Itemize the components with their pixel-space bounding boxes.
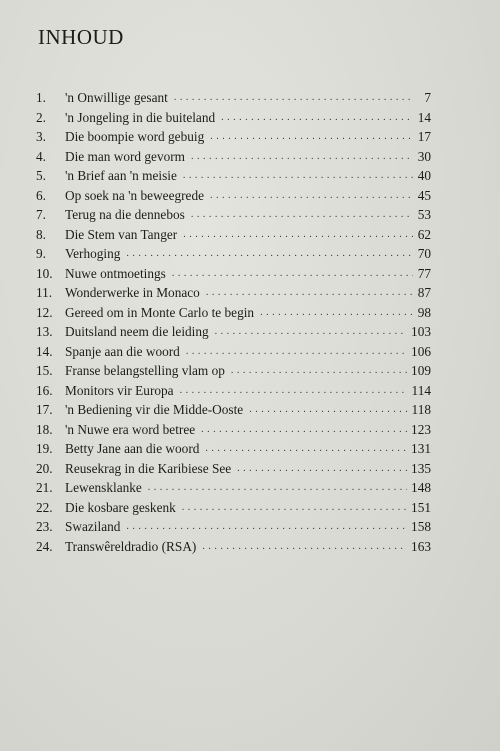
toc-entry-number: 3. [36,129,46,144]
toc-entry-title: Monitors vir Europa [65,382,174,398]
toc-entry-page-number: 106 [411,343,431,359]
toc-entry-number: 19. [36,441,53,456]
toc-entry-number: 23. [36,519,53,534]
toc-dot-leader [191,205,413,225]
toc-entry-page-number: 87 [417,285,431,300]
toc-entry-page-number: 103 [411,324,431,339]
toc-entry-page-number: 7 [424,90,431,105]
toc-entry-page-number: 114 [411,382,431,398]
toc-entry [36,244,431,264]
toc-entry-page-number: 62 [417,226,431,242]
toc-entry [36,459,431,479]
toc-dot-leader [201,420,407,440]
toc-entry-title: Die Stem van Tanger [65,226,178,242]
toc-entry [36,205,431,225]
toc-dot-leader [221,108,413,128]
toc-entry-number: 20. [36,460,53,476]
toc-entry [36,381,431,401]
toc-entry-number: 10. [36,265,53,281]
toc-dot-leader [237,459,407,479]
toc-entry-title: Die boompie word gebuig [65,129,205,144]
toc-dot-leader [215,322,407,342]
toc-entry [36,127,431,147]
toc-entry-title: 'n Nuwe era word betree [65,421,196,437]
toc-entry-page-number: 17 [417,129,431,144]
toc-entry-title: 'n Bediening vir die Midde-Ooste [65,402,244,417]
toc-entry-title: Betty Jane aan die woord [65,441,200,456]
toc-entry-page-number: 118 [411,402,431,417]
page-title: INHOUD [38,25,124,49]
toc-entry-number: 16. [36,382,53,398]
toc-entry-number: 8. [36,226,46,242]
toc-entry-number: 13. [36,324,53,339]
toc-entry-page-number: 77 [417,265,431,281]
toc-entry-title: Die kosbare geskenk [65,499,176,515]
toc-entry-title: 'n Brief aan 'n meisie [65,168,177,183]
toc-entry-page-number: 70 [417,246,431,261]
toc-entry-page-number: 30 [417,148,431,164]
toc-entry [36,342,431,362]
toc-dot-leader [260,303,413,323]
toc-entry [36,420,431,440]
toc-entry [36,225,431,245]
toc-entry [36,400,431,420]
toc-dot-leader [182,498,407,518]
toc-entry-page-number: 53 [417,207,431,222]
toc-dot-leader [183,166,413,186]
toc-entry [36,478,431,498]
toc-entry-page-number: 135 [411,460,431,476]
toc-entry [36,537,431,557]
toc-dot-leader [206,283,413,303]
toc-entry-number: 17. [36,402,53,417]
toc-dot-leader [126,244,413,264]
toc-entry-number: 15. [36,363,53,378]
toc-entry-page-number: 123 [411,421,431,437]
toc-entry-title: Spanje aan die woord [65,343,180,359]
toc-entry-number: 2. [36,109,46,125]
table-of-contents [36,88,431,556]
toc-entry-page-number: 163 [411,538,431,554]
toc-entry [36,439,431,459]
toc-dot-leader [249,400,407,420]
toc-entry [36,322,431,342]
toc-dot-leader [186,342,407,362]
toc-entry-number: 18. [36,421,53,437]
toc-entry-page-number: 131 [411,441,431,456]
toc-entry-title: Terug na die dennebos [65,207,185,222]
toc-entry [36,88,431,108]
toc-entry-page-number: 151 [411,499,431,515]
toc-entry [36,517,431,537]
toc-entry-title: Verhoging [65,246,121,261]
toc-entry-title: Lewensklanke [65,480,142,495]
toc-entry-page-number: 98 [417,304,431,320]
toc-entry-title: Die man word gevorm [65,148,186,164]
toc-entry-title: Wonderwerke in Monaco [65,285,200,300]
toc-entry-page-number: 45 [417,187,431,203]
toc-dot-leader [231,361,407,381]
toc-dot-leader [210,127,413,147]
toc-dot-leader [148,478,407,498]
toc-entry [36,166,431,186]
toc-entry-number: 7. [36,207,46,222]
toc-dot-leader [191,147,413,167]
toc-dot-leader [202,537,407,557]
toc-entry-number: 14. [36,343,53,359]
toc-entry [36,283,431,303]
toc-entry-title: 'n Onwillige gesant [65,90,168,105]
toc-dot-leader [126,517,407,537]
toc-entry-page-number: 40 [417,168,431,183]
toc-entry-title: Reusekrag in die Karibiese See [65,460,232,476]
toc-entry-number: 4. [36,148,46,164]
toc-entry-title: Franse belangstelling vlam op [65,363,225,378]
toc-entry-number: 21. [36,480,53,495]
toc-entry [36,108,431,128]
toc-entry [36,498,431,518]
toc-entry-title: Gereed om in Monte Carlo te begin [65,304,255,320]
toc-entry-title: 'n Jongeling in die buiteland [65,109,216,125]
toc-dot-leader [180,381,408,401]
toc-entry-number: 9. [36,246,46,261]
toc-dot-leader [172,264,413,284]
toc-dot-leader [174,88,413,108]
toc-entry [36,303,431,323]
toc-entry-number: 6. [36,187,46,203]
toc-entry [36,186,431,206]
toc-entry-title: Nuwe ontmoetings [65,265,166,281]
toc-entry-number: 24. [36,538,53,554]
toc-entry [36,264,431,284]
toc-entry-page-number: 148 [411,480,431,495]
toc-entry [36,361,431,381]
toc-dot-leader [205,439,407,459]
toc-dot-leader [183,225,413,245]
toc-entry-title: Transwêreldradio (RSA) [65,538,197,554]
toc-entry-page-number: 158 [411,519,431,534]
toc-entry-page-number: 109 [411,363,431,378]
toc-entry-number: 5. [36,168,46,183]
toc-entry-number: 22. [36,499,53,515]
toc-entry-number: 12. [36,304,53,320]
toc-dot-leader [210,186,413,206]
toc-entry-page-number: 14 [417,109,431,125]
toc-entry [36,147,431,167]
toc-entry-number: 1. [36,90,46,105]
toc-entry-title: Swaziland [65,519,121,534]
toc-entry-title: Op soek na 'n beweegrede [65,187,205,203]
toc-entry-title: Duitsland neem die leiding [65,324,209,339]
toc-entry-number: 11. [36,285,53,300]
